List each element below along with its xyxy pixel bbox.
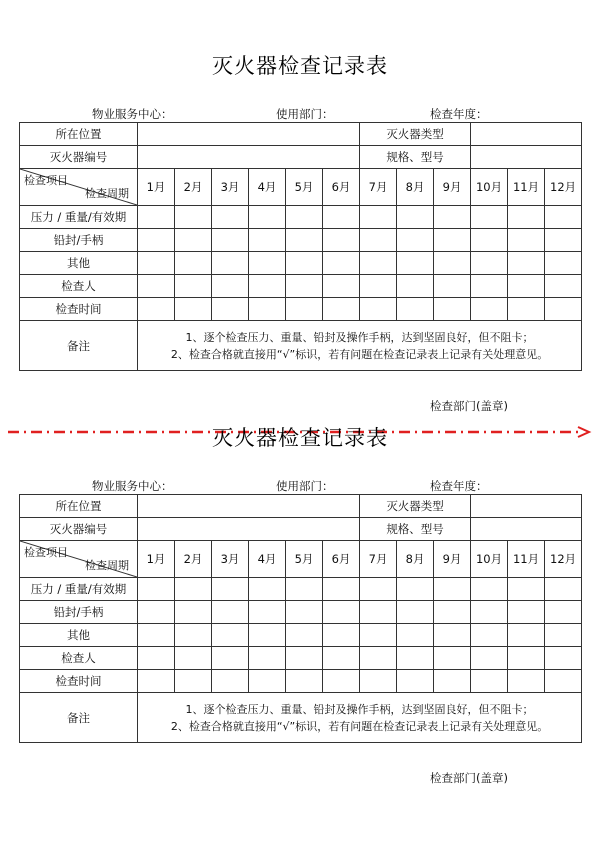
- check-cell[interactable]: [397, 229, 434, 252]
- month-header: 11月: [508, 541, 545, 578]
- check-cell[interactable]: [360, 624, 397, 647]
- check-cell[interactable]: [508, 647, 545, 670]
- check-cell[interactable]: [212, 229, 249, 252]
- check-cell[interactable]: [175, 578, 212, 601]
- check-cell[interactable]: [286, 252, 323, 275]
- check-cell[interactable]: [138, 206, 175, 229]
- number-value-cell[interactable]: [138, 146, 360, 169]
- spec-value-cell[interactable]: [471, 518, 582, 541]
- check-cell[interactable]: [286, 601, 323, 624]
- check-cell[interactable]: [249, 578, 286, 601]
- check-cell[interactable]: [508, 601, 545, 624]
- check-cell[interactable]: [323, 298, 360, 321]
- remarks-label: 备注: [20, 321, 138, 371]
- check-cell[interactable]: [175, 624, 212, 647]
- check-cell[interactable]: [360, 647, 397, 670]
- check-cell[interactable]: [323, 252, 360, 275]
- check-cell[interactable]: [212, 670, 249, 693]
- month-header: 7月: [360, 169, 397, 206]
- service-center-label: 物业服务中心：: [92, 479, 173, 493]
- remarks-text: [138, 693, 582, 743]
- stamp-label: 检查部门(盖章): [430, 399, 508, 413]
- check-cell[interactable]: [360, 601, 397, 624]
- check-cell[interactable]: [286, 647, 323, 670]
- check-cell[interactable]: [212, 206, 249, 229]
- stamp-label: 检查部门(盖章): [430, 771, 508, 785]
- check-cell[interactable]: [286, 624, 323, 647]
- check-cell[interactable]: [434, 624, 471, 647]
- check-cell[interactable]: [138, 275, 175, 298]
- month-header: 4月: [249, 169, 286, 206]
- check-cell[interactable]: [471, 578, 508, 601]
- month-header: 10月: [471, 541, 508, 578]
- month-header: 6月: [323, 541, 360, 578]
- check-cell[interactable]: [397, 252, 434, 275]
- month-header: 1月: [138, 169, 175, 206]
- check-cell[interactable]: [471, 252, 508, 275]
- row-label-seal: 铅封/手柄: [20, 229, 138, 252]
- check-cell[interactable]: [323, 578, 360, 601]
- check-cell[interactable]: [434, 670, 471, 693]
- check-cell[interactable]: [249, 624, 286, 647]
- check-cell[interactable]: [175, 670, 212, 693]
- location-label: 所在位置: [20, 123, 138, 146]
- month-header: 2月: [175, 169, 212, 206]
- check-cell[interactable]: [138, 624, 175, 647]
- check-cell[interactable]: [175, 275, 212, 298]
- check-cell[interactable]: [138, 670, 175, 693]
- row-label-pressure: 压力 / 重量/有效期: [20, 206, 138, 229]
- check-cell[interactable]: [545, 601, 582, 624]
- remarks-label: 备注: [20, 693, 138, 743]
- remark-line-2: 2、检查合格就直接用“√”标识，若有问题在检查记录表上记录有关处理意见。: [170, 719, 549, 733]
- check-cell[interactable]: [175, 206, 212, 229]
- row-label-pressure: 压力 / 重量/有效期: [20, 578, 138, 601]
- check-cell[interactable]: [545, 624, 582, 647]
- check-cell[interactable]: [175, 252, 212, 275]
- check-cell[interactable]: [360, 298, 397, 321]
- check-cell[interactable]: [212, 252, 249, 275]
- inspection-table: [19, 122, 582, 371]
- check-cell[interactable]: [434, 275, 471, 298]
- check-cell[interactable]: [397, 670, 434, 693]
- month-header: 12月: [545, 541, 582, 578]
- check-cell[interactable]: [545, 229, 582, 252]
- check-cell[interactable]: [249, 252, 286, 275]
- check-cell[interactable]: [508, 298, 545, 321]
- check-cell[interactable]: [397, 206, 434, 229]
- header-diagonal-cell: [20, 169, 138, 206]
- check-cell[interactable]: [138, 601, 175, 624]
- check-cell[interactable]: [323, 647, 360, 670]
- month-header: 11月: [508, 169, 545, 206]
- spec-value-cell[interactable]: [471, 146, 582, 169]
- check-cell[interactable]: [434, 298, 471, 321]
- check-cell[interactable]: [360, 252, 397, 275]
- check-cell[interactable]: [397, 647, 434, 670]
- department-label: 使用部门：: [276, 479, 334, 493]
- check-cell[interactable]: [249, 229, 286, 252]
- month-header: 7月: [360, 541, 397, 578]
- check-cell[interactable]: [360, 229, 397, 252]
- check-cell[interactable]: [212, 647, 249, 670]
- check-cell[interactable]: [175, 229, 212, 252]
- check-cell[interactable]: [212, 601, 249, 624]
- month-header: 6月: [323, 169, 360, 206]
- check-cell[interactable]: [471, 601, 508, 624]
- month-header: 10月: [471, 169, 508, 206]
- form-title: 灭火器检查记录表: [212, 426, 388, 450]
- row-label-inspector: 检查人: [20, 647, 138, 670]
- month-header: 4月: [249, 541, 286, 578]
- check-cell[interactable]: [323, 275, 360, 298]
- item-label: 检查项目: [24, 546, 68, 559]
- number-value-cell[interactable]: [138, 518, 360, 541]
- check-cell[interactable]: [286, 578, 323, 601]
- check-cell[interactable]: [212, 275, 249, 298]
- number-label: 灭火器编号: [20, 518, 138, 541]
- check-cell[interactable]: [508, 206, 545, 229]
- check-cell[interactable]: [545, 578, 582, 601]
- check-cell[interactable]: [397, 624, 434, 647]
- check-cell[interactable]: [286, 229, 323, 252]
- check-cell[interactable]: [508, 275, 545, 298]
- year-label: 检查年度：: [430, 107, 488, 121]
- number-label: 灭火器编号: [20, 146, 138, 169]
- check-cell[interactable]: [397, 601, 434, 624]
- item-label: 检查项目: [24, 174, 68, 187]
- check-cell[interactable]: [471, 670, 508, 693]
- row-label-check-time: 检查时间: [20, 670, 138, 693]
- check-cell[interactable]: [360, 275, 397, 298]
- month-header: 3月: [212, 169, 249, 206]
- check-cell[interactable]: [434, 601, 471, 624]
- type-label: 灭火器类型: [360, 123, 471, 146]
- type-label: 灭火器类型: [360, 495, 471, 518]
- check-cell[interactable]: [471, 624, 508, 647]
- month-header: 8月: [397, 541, 434, 578]
- department-label: 使用部门：: [276, 107, 334, 121]
- check-cell[interactable]: [397, 298, 434, 321]
- month-header: 5月: [286, 169, 323, 206]
- check-cell[interactable]: [249, 206, 286, 229]
- check-cell[interactable]: [323, 206, 360, 229]
- check-cell[interactable]: [138, 229, 175, 252]
- check-cell[interactable]: [360, 670, 397, 693]
- row-label-other: 其他: [20, 624, 138, 647]
- check-cell[interactable]: [360, 206, 397, 229]
- check-cell[interactable]: [434, 229, 471, 252]
- check-cell[interactable]: [323, 624, 360, 647]
- check-cell[interactable]: [212, 298, 249, 321]
- location-label: 所在位置: [20, 495, 138, 518]
- row-label-check-time: 检查时间: [20, 298, 138, 321]
- check-cell[interactable]: [249, 275, 286, 298]
- month-header: 9月: [434, 169, 471, 206]
- check-cell[interactable]: [175, 647, 212, 670]
- remarks-text: [138, 321, 582, 371]
- check-cell[interactable]: [471, 298, 508, 321]
- check-cell[interactable]: [545, 647, 582, 670]
- year-label: 检查年度：: [430, 479, 488, 493]
- row-label-other: 其他: [20, 252, 138, 275]
- check-cell[interactable]: [138, 647, 175, 670]
- month-header: 1月: [138, 541, 175, 578]
- check-cell[interactable]: [249, 647, 286, 670]
- check-cell[interactable]: [545, 275, 582, 298]
- check-cell[interactable]: [249, 670, 286, 693]
- check-cell[interactable]: [508, 670, 545, 693]
- check-cell[interactable]: [508, 624, 545, 647]
- check-cell[interactable]: [249, 601, 286, 624]
- row-label-seal: 铅封/手柄: [20, 601, 138, 624]
- month-header: 8月: [397, 169, 434, 206]
- check-cell[interactable]: [545, 252, 582, 275]
- check-cell[interactable]: [212, 578, 249, 601]
- month-header: 3月: [212, 541, 249, 578]
- check-cell[interactable]: [286, 275, 323, 298]
- check-cell[interactable]: [212, 624, 249, 647]
- check-cell[interactable]: [360, 578, 397, 601]
- check-cell[interactable]: [397, 578, 434, 601]
- check-cell[interactable]: [545, 670, 582, 693]
- row-label-inspector: 检查人: [20, 275, 138, 298]
- remark-line-1: 1、逐个检查压力、重量、铅封及操作手柄，达到坚固良好，但不阻卡；: [185, 702, 534, 716]
- check-cell[interactable]: [471, 647, 508, 670]
- check-cell[interactable]: [508, 229, 545, 252]
- check-cell[interactable]: [175, 601, 212, 624]
- check-cell[interactable]: [138, 578, 175, 601]
- check-cell[interactable]: [138, 252, 175, 275]
- location-value-cell[interactable]: [138, 495, 360, 518]
- check-cell[interactable]: [323, 670, 360, 693]
- spec-label: 规格、型号: [360, 146, 471, 169]
- month-header: 2月: [175, 541, 212, 578]
- check-cell[interactable]: [545, 206, 582, 229]
- service-center-label: 物业服务中心：: [92, 107, 173, 121]
- period-label: 检查周期: [85, 559, 129, 572]
- check-cell[interactable]: [175, 298, 212, 321]
- check-cell[interactable]: [508, 578, 545, 601]
- month-header: 5月: [286, 541, 323, 578]
- header-diagonal-cell: [20, 541, 138, 578]
- check-cell[interactable]: [397, 275, 434, 298]
- spec-label: 规格、型号: [360, 518, 471, 541]
- check-cell[interactable]: [434, 206, 471, 229]
- check-cell[interactable]: [434, 252, 471, 275]
- check-cell[interactable]: [471, 206, 508, 229]
- check-cell[interactable]: [286, 670, 323, 693]
- check-cell[interactable]: [471, 275, 508, 298]
- remark-line-1: 1、逐个检查压力、重量、铅封及操作手柄，达到坚固良好，但不阻卡；: [185, 330, 534, 344]
- form-title: 灭火器检查记录表: [212, 54, 388, 78]
- check-cell[interactable]: [545, 298, 582, 321]
- check-cell[interactable]: [323, 601, 360, 624]
- check-cell[interactable]: [323, 229, 360, 252]
- type-value-cell[interactable]: [471, 495, 582, 518]
- period-label: 检查周期: [85, 187, 129, 200]
- check-cell[interactable]: [286, 206, 323, 229]
- location-value-cell[interactable]: [138, 123, 360, 146]
- check-cell[interactable]: [434, 578, 471, 601]
- month-header: 12月: [545, 169, 582, 206]
- type-value-cell[interactable]: [471, 123, 582, 146]
- check-cell[interactable]: [434, 647, 471, 670]
- check-cell[interactable]: [286, 298, 323, 321]
- inspection-table: [19, 494, 582, 743]
- check-cell[interactable]: [508, 252, 545, 275]
- check-cell[interactable]: [249, 298, 286, 321]
- remark-line-2: 2、检查合格就直接用“√”标识，若有问题在检查记录表上记录有关处理意见。: [170, 347, 549, 361]
- month-header: 9月: [434, 541, 471, 578]
- check-cell[interactable]: [138, 298, 175, 321]
- check-cell[interactable]: [471, 229, 508, 252]
